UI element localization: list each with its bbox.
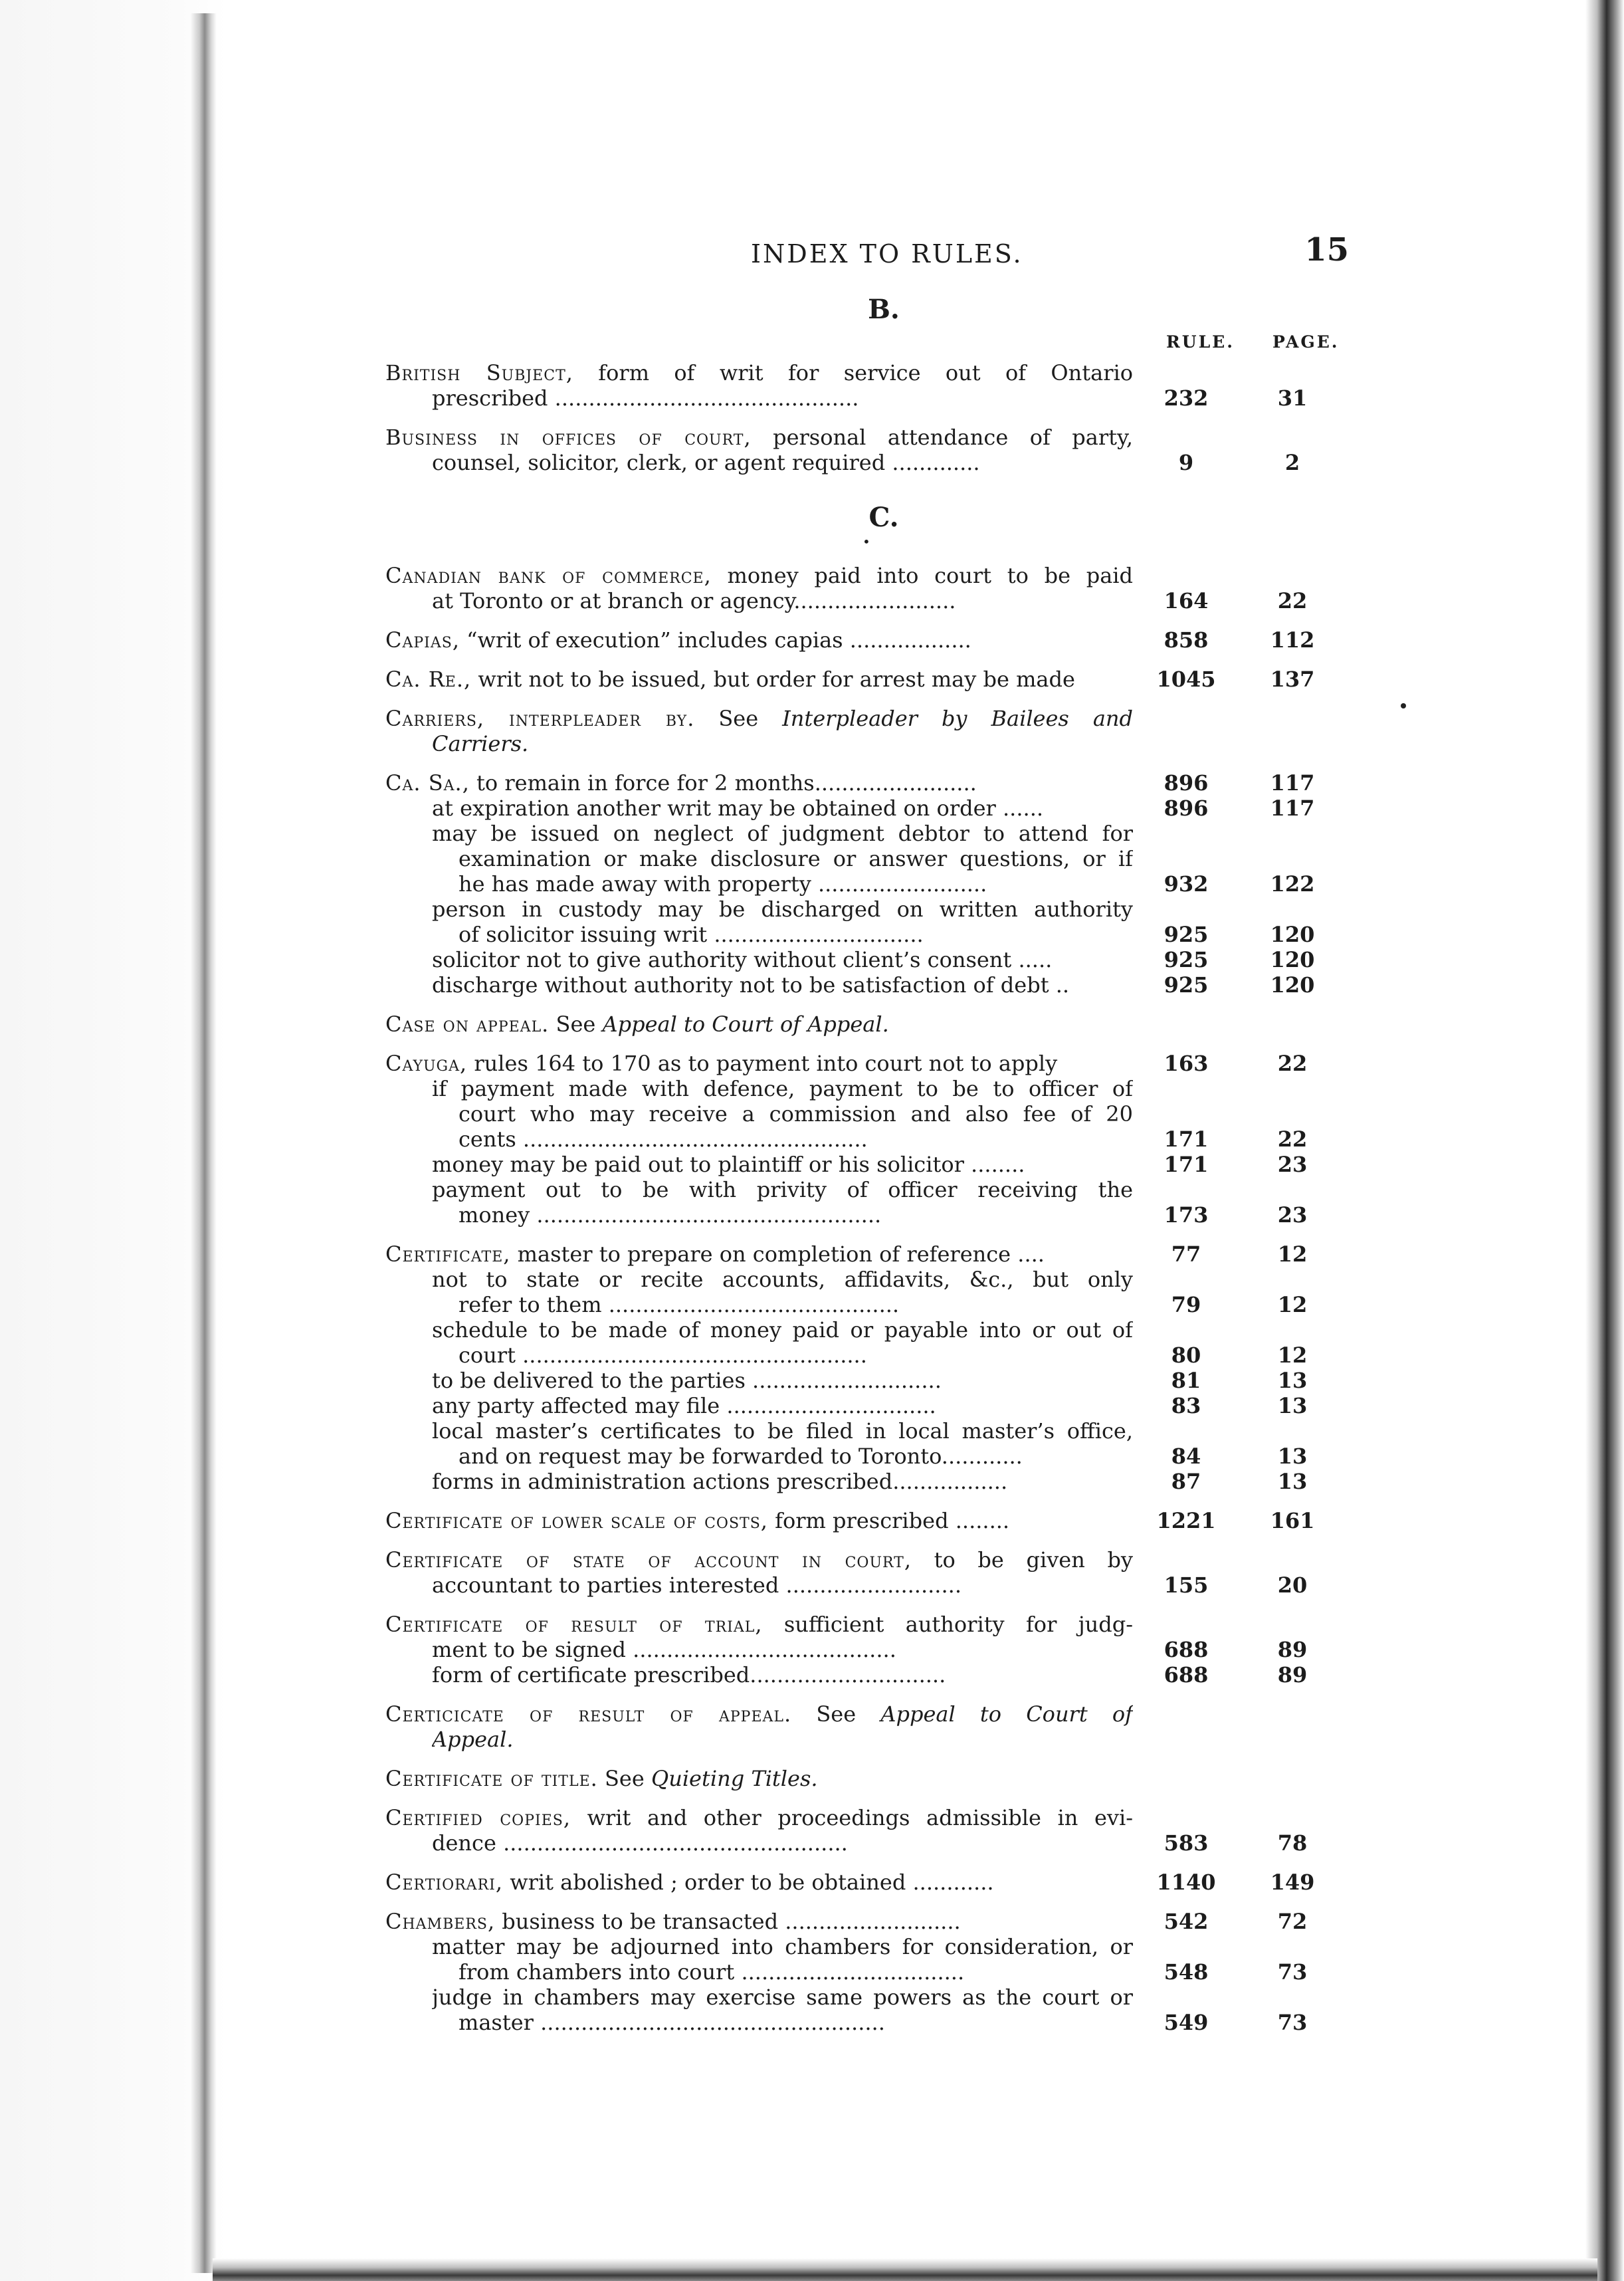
index-line — [385, 1051, 1349, 1076]
entry-body: if payment made with defence, payment to be to officer of — [432, 1076, 1133, 1101]
page-reference: 137 — [1270, 667, 1315, 692]
rule-number: 1140 — [1156, 1870, 1216, 1895]
index-line — [385, 1469, 1349, 1494]
book-spine-shadow — [190, 13, 217, 2273]
entry-text — [385, 360, 1133, 385]
entry-body: he has made away with property ......................... — [458, 871, 987, 897]
rule-number: 542 — [1164, 1909, 1209, 1934]
entry-body: from chambers into court ................................. — [458, 1959, 965, 1985]
entry-body: at expiration another writ may be obtained on order ...... — [432, 796, 1044, 821]
entry-text — [385, 667, 1133, 692]
entry-body: court who may receive a commission and also fee of 20 — [458, 1101, 1133, 1127]
entry-body: refer to them ........................................... — [458, 1292, 900, 1317]
entry-heading: Carriers, interpleader by. — [385, 706, 695, 731]
entry-body: not to state or recite accounts, affidavits, &c., but only — [432, 1267, 1133, 1292]
index-line — [385, 1727, 1349, 1752]
column-headers — [385, 327, 1349, 354]
entry-text — [432, 1573, 1133, 1598]
entry-text — [385, 1870, 1133, 1895]
entry-body: examination or make disclosure or answer questions, or if — [458, 846, 1133, 871]
page-reference: 22 — [1277, 1051, 1308, 1076]
entry-body: local master’s certificates to be filed in local master’s office, — [432, 1418, 1133, 1444]
entry-text — [385, 1051, 1133, 1076]
rule-number: 171 — [1164, 1127, 1209, 1152]
index-line — [385, 706, 1349, 731]
page-reference: 89 — [1277, 1637, 1308, 1662]
rule-number: 549 — [1164, 2010, 1209, 2035]
page-reference: 2 — [1284, 450, 1300, 475]
entry-text — [385, 627, 1133, 653]
page-reference: 120 — [1270, 972, 1315, 998]
entry-body: to be delivered to the parties ............................ — [432, 1368, 942, 1393]
index-entry — [385, 1242, 1349, 1494]
rule-number: 163 — [1164, 1051, 1209, 1076]
entry-heading: Capias, — [385, 627, 460, 653]
page-reference: 73 — [1277, 1959, 1308, 1985]
section-mark — [385, 531, 1349, 556]
entry-text — [458, 1127, 1133, 1152]
page-reference: 161 — [1270, 1508, 1315, 1533]
running-header — [385, 231, 1349, 284]
index-line — [385, 821, 1349, 846]
index-line — [385, 1343, 1349, 1368]
entry-body: counsel, solicitor, clerk, or agent required ............. — [432, 450, 980, 475]
rule-number: 77 — [1171, 1242, 1201, 1267]
index-line — [385, 1242, 1349, 1267]
index-entry — [385, 1508, 1349, 1533]
page-number: 15 — [1304, 231, 1349, 269]
index-sections — [385, 296, 1349, 2035]
entry-body: master to prepare on completion of reference .... — [510, 1242, 1045, 1267]
rule-number: 932 — [1164, 871, 1209, 897]
index-line — [385, 1202, 1349, 1228]
entry-heading: British Subject, — [385, 360, 573, 385]
page-reference: 23 — [1277, 1152, 1308, 1177]
index-line — [385, 1292, 1349, 1317]
index-line — [385, 1934, 1349, 1959]
index-line — [385, 563, 1349, 588]
entry-text — [385, 1701, 1133, 1727]
index-entry — [385, 360, 1349, 411]
entry-heading: Canadian bank of commerce, — [385, 563, 712, 588]
entry-body: money may be paid out to plaintiff or his solicitor ........ — [432, 1152, 1025, 1177]
index-line — [385, 1985, 1349, 2010]
rule-number: 896 — [1164, 796, 1209, 821]
entry-text — [458, 871, 1133, 897]
page-reference: 12 — [1277, 1343, 1308, 1368]
index-line — [385, 1152, 1349, 1177]
entry-body: solicitor not to give authority without client’s consent ..... — [432, 947, 1053, 972]
entry-text — [385, 1766, 1133, 1791]
index-line — [385, 1317, 1349, 1343]
rule-number: 173 — [1164, 1202, 1209, 1228]
entry-text — [432, 1637, 1133, 1662]
entry-body: form of writ for service out of Ontario — [573, 360, 1133, 385]
section-mark-glyph: • — [863, 534, 870, 550]
page-reference: 78 — [1277, 1830, 1308, 1856]
entry-heading: Certificate of title. — [385, 1766, 598, 1791]
scan-speck — [1401, 703, 1406, 708]
index-line — [385, 360, 1349, 385]
entry-text — [385, 1805, 1133, 1830]
rule-number: 925 — [1164, 972, 1209, 998]
entry-text — [432, 947, 1133, 972]
rule-number: 9 — [1178, 450, 1194, 475]
rule-number: 1045 — [1156, 667, 1216, 692]
entry-body: judge in chambers may exercise same powers as the court or — [432, 1985, 1133, 2010]
entry-text — [385, 706, 1133, 731]
entry-body: writ and other proceedings admissible in evi- — [571, 1805, 1133, 1830]
scan-edge-right — [1585, 0, 1624, 2281]
index-entry — [385, 1547, 1349, 1598]
entry-text — [432, 450, 1133, 475]
entry-body: person in custody may be discharged on written authority — [432, 897, 1133, 922]
index-line — [385, 1368, 1349, 1393]
index-entry — [385, 1612, 1349, 1687]
entry-body: See — [597, 1766, 651, 1791]
index-line — [385, 972, 1349, 998]
entry-text — [432, 588, 1133, 613]
entry-body: dence ................................................... — [432, 1830, 848, 1856]
page-reference: 23 — [1277, 1202, 1308, 1228]
index-line — [385, 1418, 1349, 1444]
rule-number: 232 — [1164, 385, 1209, 411]
entry-text — [432, 1985, 1133, 2010]
entry-body: “writ of execution” includes capias .................. — [460, 627, 971, 653]
entry-text — [458, 846, 1133, 871]
entry-text — [432, 972, 1133, 998]
entry-text — [432, 1418, 1133, 1444]
entry-text — [432, 796, 1133, 821]
rule-number: 79 — [1171, 1292, 1201, 1317]
index-entry — [385, 1051, 1349, 1228]
entry-body: See — [791, 1701, 881, 1727]
entry-text — [385, 563, 1133, 588]
entry-body: may be issued on neglect of judgment debtor to attend for — [432, 821, 1133, 846]
entry-heading: Certicicate of result of appeal. — [385, 1701, 792, 1727]
entry-heading: Ca. Re., — [385, 667, 472, 692]
index-line — [385, 1701, 1349, 1727]
index-entry — [385, 667, 1349, 692]
index-entry — [385, 425, 1349, 475]
entry-text — [458, 1202, 1133, 1228]
entry-text — [432, 1177, 1133, 1202]
rule-number: 84 — [1171, 1444, 1201, 1469]
page-reference: 13 — [1277, 1368, 1308, 1393]
index-line — [385, 667, 1349, 692]
index-line — [385, 1177, 1349, 1202]
page-reference: 117 — [1270, 770, 1315, 796]
page-reference: 12 — [1277, 1292, 1308, 1317]
section-letter: C. — [868, 502, 899, 533]
entry-heading: Certificate of lower scale of costs, — [385, 1508, 768, 1533]
index-line — [385, 897, 1349, 922]
entry-text — [432, 1830, 1133, 1856]
index-line — [385, 1805, 1349, 1830]
entry-text — [432, 897, 1133, 922]
index-line — [385, 846, 1349, 871]
index-line — [385, 1547, 1349, 1573]
entry-heading: Business in offices of court, — [385, 425, 752, 450]
entry-text — [458, 1959, 1133, 1985]
entry-body: See — [549, 1012, 603, 1037]
page-reference: 13 — [1277, 1393, 1308, 1418]
entry-body: See — [694, 706, 783, 731]
index-entry — [385, 627, 1349, 653]
entry-text — [432, 1152, 1133, 1177]
rule-number: 1221 — [1156, 1508, 1216, 1533]
page-reference: 22 — [1277, 1127, 1308, 1152]
page-reference: 72 — [1277, 1909, 1308, 1934]
rule-number: 80 — [1171, 1343, 1201, 1368]
entry-text — [385, 1547, 1133, 1573]
page-reference: 149 — [1270, 1870, 1315, 1895]
index-line — [385, 1012, 1349, 1037]
index-line — [385, 1444, 1349, 1469]
index-line — [385, 770, 1349, 796]
entry-text — [385, 1012, 1133, 1037]
entry-body: business to be transacted .......................... — [495, 1909, 961, 1934]
entry-heading: Cayuga, — [385, 1051, 468, 1076]
index-line — [385, 1393, 1349, 1418]
page-reference: 89 — [1277, 1662, 1308, 1687]
index-entry — [385, 706, 1349, 756]
entry-body: cents ................................................... — [458, 1127, 868, 1152]
entry-text — [432, 1662, 1133, 1687]
entry-text — [432, 1076, 1133, 1101]
rule-column-header: RULE. — [1166, 332, 1235, 352]
index-line — [385, 450, 1349, 475]
index-line — [385, 1870, 1349, 1895]
entry-body: and on request may be forwarded to Toronto............ — [458, 1444, 1023, 1469]
index-page — [385, 231, 1349, 2035]
cross-reference: Quieting Titles. — [651, 1766, 818, 1791]
page-reference: 13 — [1277, 1469, 1308, 1494]
index-line — [385, 1766, 1349, 1791]
entry-text — [385, 1508, 1133, 1533]
page-reference: 20 — [1277, 1573, 1308, 1598]
entry-body: at Toronto or at branch or agency........................ — [432, 588, 956, 613]
index-line — [385, 385, 1349, 411]
index-line — [385, 796, 1349, 821]
rule-number: 548 — [1164, 1959, 1209, 1985]
entry-text — [432, 1368, 1133, 1393]
entry-body: personal attendance of party, — [751, 425, 1133, 450]
entry-body: court ................................................... — [458, 1343, 867, 1368]
entry-text — [432, 1393, 1133, 1418]
index-entry — [385, 1701, 1349, 1752]
page-column-header: PAGE. — [1272, 332, 1340, 352]
entry-heading: Certificate, — [385, 1242, 511, 1267]
entry-body: discharge without authority not to be satisfaction of debt .. — [432, 972, 1070, 998]
entry-text — [385, 1612, 1133, 1637]
entry-body: writ abolished ; order to be obtained ............ — [503, 1870, 994, 1895]
rule-number: 87 — [1171, 1469, 1201, 1494]
index-line — [385, 1508, 1349, 1533]
rule-number: 925 — [1164, 947, 1209, 972]
page-reference: 120 — [1270, 922, 1315, 947]
index-line — [385, 2010, 1349, 2035]
index-entry — [385, 1909, 1349, 2035]
entry-body: sufficient authority for judg- — [762, 1612, 1133, 1637]
entry-text — [385, 770, 1133, 796]
entry-text — [458, 922, 1133, 947]
page-reference: 13 — [1277, 1444, 1308, 1469]
entry-heading: Certificate of result of trial, — [385, 1612, 763, 1637]
entry-text — [432, 1469, 1133, 1494]
index-line — [385, 1573, 1349, 1598]
section-letter: B. — [868, 294, 900, 325]
entry-text — [458, 1292, 1133, 1317]
index-line — [385, 588, 1349, 613]
rule-number: 688 — [1164, 1662, 1209, 1687]
entry-heading: Case on appeal. — [385, 1012, 550, 1037]
entry-heading: Ca. Sa., — [385, 770, 470, 796]
page-reference: 120 — [1270, 947, 1315, 972]
entry-body: form prescribed ........ — [767, 1508, 1010, 1533]
rule-number: 688 — [1164, 1637, 1209, 1662]
page-reference: 22 — [1277, 588, 1308, 613]
rule-number: 896 — [1164, 770, 1209, 796]
cross-reference: Appeal. — [432, 1727, 514, 1752]
index-line — [385, 731, 1349, 756]
page-reference: 112 — [1270, 627, 1315, 653]
entry-body: to remain in force for 2 months........................ — [469, 770, 977, 796]
entry-text — [458, 2010, 1133, 2035]
entry-body: schedule to be made of money paid or payable into or out of — [432, 1317, 1133, 1343]
entry-text — [432, 731, 1133, 756]
rule-number: 171 — [1164, 1152, 1209, 1177]
index-line — [385, 1662, 1349, 1687]
index-line — [385, 922, 1349, 947]
entry-body: writ not to be issued, but order for arrest may be made — [471, 667, 1075, 692]
page-reference: 31 — [1277, 385, 1308, 411]
index-line — [385, 1830, 1349, 1856]
rule-number: 83 — [1171, 1393, 1201, 1418]
index-entry — [385, 1012, 1349, 1037]
entry-text — [458, 1343, 1133, 1368]
entry-text — [432, 1727, 1133, 1752]
entry-body: rules 164 to 170 as to payment into court not to apply — [467, 1051, 1058, 1076]
index-line — [385, 1076, 1349, 1101]
index-line — [385, 1637, 1349, 1662]
entry-heading: Certiorari, — [385, 1870, 504, 1895]
entry-body: payment out to be with privity of officer receiving the — [432, 1177, 1133, 1202]
cross-reference: Appeal to Court of — [880, 1701, 1133, 1727]
rule-number: 164 — [1164, 588, 1209, 613]
entry-body: to be given by — [912, 1547, 1133, 1573]
entry-text — [385, 1242, 1133, 1267]
index-line — [385, 1101, 1349, 1127]
rule-number: 858 — [1164, 627, 1209, 653]
entry-text — [385, 425, 1133, 450]
entry-body: matter may be adjourned into chambers for consideration, or — [432, 1934, 1133, 1959]
index-line — [385, 425, 1349, 450]
cross-reference: Carriers. — [432, 731, 529, 756]
entry-body: of solicitor issuing writ ............................... — [458, 922, 924, 947]
index-entry — [385, 770, 1349, 998]
index-entry — [385, 1870, 1349, 1895]
entry-body: prescribed ............................................. — [432, 385, 859, 411]
index-line — [385, 1909, 1349, 1934]
entry-body: forms in administration actions prescribed................. — [432, 1469, 1008, 1494]
index-line — [385, 627, 1349, 653]
scan-edge-bottom — [213, 2258, 1597, 2281]
entry-heading: Certificate of state of account in court, — [385, 1547, 912, 1573]
entry-body: accountant to parties interested .......................... — [432, 1573, 962, 1598]
index-line — [385, 1127, 1349, 1152]
entry-body: ment to be signed ....................................... — [432, 1637, 896, 1662]
running-title: INDEX TO RULES. — [751, 239, 1023, 269]
rule-number: 81 — [1171, 1368, 1201, 1393]
entry-text — [432, 385, 1133, 411]
entry-text — [432, 1317, 1133, 1343]
index-line — [385, 1267, 1349, 1292]
index-entry — [385, 1805, 1349, 1856]
index-line — [385, 1612, 1349, 1637]
entry-body: form of certificate prescribed............................. — [432, 1662, 946, 1687]
entry-text — [385, 1909, 1133, 1934]
page-reference: 73 — [1277, 2010, 1308, 2035]
index-line — [385, 1959, 1349, 1985]
cross-reference: Appeal to Court of Appeal. — [602, 1012, 889, 1037]
rule-number: 155 — [1164, 1573, 1209, 1598]
index-entry — [385, 1766, 1349, 1791]
rule-number: 925 — [1164, 922, 1209, 947]
entry-body: master ................................................... — [458, 2010, 885, 2035]
rule-number: 583 — [1164, 1830, 1209, 1856]
index-line — [385, 947, 1349, 972]
entry-text — [458, 1101, 1133, 1127]
entry-body: money paid into court to be paid — [711, 563, 1133, 588]
page-reference: 117 — [1270, 796, 1315, 821]
entry-heading: Chambers, — [385, 1909, 496, 1934]
index-entry — [385, 563, 1349, 613]
entry-text — [432, 1934, 1133, 1959]
entry-body: money ................................................... — [458, 1202, 882, 1228]
entry-body: any party affected may file ............................... — [432, 1393, 936, 1418]
page-reference: 122 — [1270, 871, 1315, 897]
entry-text — [432, 821, 1133, 846]
cross-reference: Interpleader by Bailees and — [782, 706, 1133, 731]
entry-text — [432, 1267, 1133, 1292]
entry-heading: Certified copies, — [385, 1805, 571, 1830]
entry-text — [458, 1444, 1133, 1469]
page-reference: 12 — [1277, 1242, 1308, 1267]
index-line — [385, 871, 1349, 897]
